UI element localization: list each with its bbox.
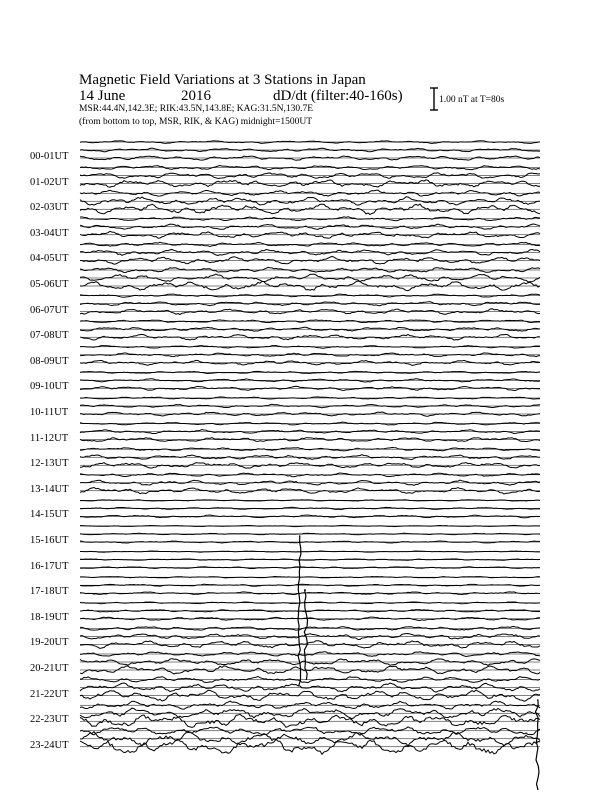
row-label-01-02ut: 01-02UT	[30, 176, 69, 188]
row-label-12-13ut: 12-13UT	[30, 458, 69, 470]
row-label-06-07ut: 06-07UT	[30, 304, 69, 316]
row-label-17-18ut: 17-18UT	[30, 586, 69, 598]
row-label-20-21ut: 20-21UT	[30, 663, 69, 674]
trace-02-03ut-rik	[80, 197, 540, 205]
row-label-11-12ut: 11-12UT	[30, 432, 69, 444]
quantity-filter: dD/dt (filter:40-160s)	[273, 88, 403, 104]
chart-title: Magnetic Field Variations at 3 Stations in Japan	[79, 72, 366, 88]
row-label-10-11ut: 10-11UT	[30, 407, 69, 418]
row-label-19-20ut: 19-20UT	[30, 637, 69, 649]
row-label-09-10ut: 09-10UT	[30, 381, 69, 393]
row-label-07-08ut: 07-08UT	[30, 330, 69, 342]
row-label-22-23ut: 22-23UT	[30, 714, 69, 726]
row-label-13-14ut: 13-14UT	[30, 483, 69, 495]
row-label-15-16ut: 15-16UT	[30, 535, 69, 546]
row-label-04-05ut: 04-05UT	[30, 253, 69, 265]
row-label-00-01ut: 00-01UT	[30, 151, 69, 162]
row-label-21-22ut: 21-22UT	[30, 688, 69, 700]
scale-label: 1.00 nT at T=80s	[439, 95, 505, 105]
row-label-05-06ut: 05-06UT	[30, 279, 69, 290]
row-label-23-24ut: 23-24UT	[30, 739, 69, 751]
row-label-18-19ut: 18-19UT	[30, 611, 69, 623]
date-year: 2016	[181, 88, 211, 104]
row-label-02-03ut: 02-03UT	[30, 202, 69, 214]
row-label-03-04ut: 03-04UT	[30, 227, 69, 239]
row-label-14-15ut: 14-15UT	[30, 509, 69, 521]
date-day-month: 14 June	[79, 88, 126, 104]
row-label-08-09ut: 08-09UT	[30, 355, 69, 367]
row-label-16-17ut: 16-17UT	[30, 560, 69, 572]
trace-22-23ut-msr	[80, 714, 540, 727]
station-order-note: (from bottom to top, MSR, RIK, & KAG) midnight=1500UT	[79, 117, 313, 127]
station-coordinates: MSR:44.4N,142.3E; RIK:43.5N,143.8E; KAG:31.5N,130.7E	[79, 104, 314, 114]
spike-event	[304, 590, 307, 680]
